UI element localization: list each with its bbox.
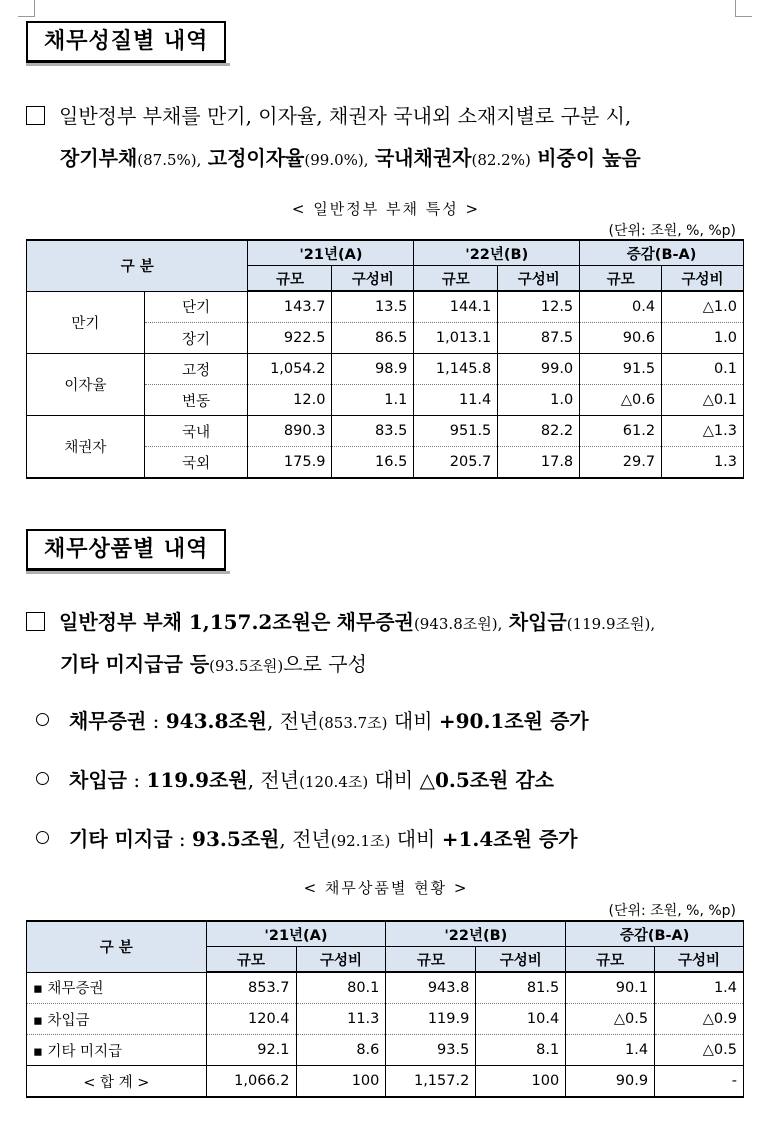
emph-other-payables: 기타 미지급금 등 <box>60 652 210 676</box>
col-2022: '22년(B) <box>414 240 580 266</box>
row-label: ▪ 기타 미지급 <box>27 1035 207 1066</box>
col-2021: '21년(A) <box>206 921 386 947</box>
cell: △0.5 <box>655 1035 744 1066</box>
total-debt-text: 일반정부 부채 1,157.2조원은 <box>59 610 331 634</box>
cell: 205.7 <box>414 447 498 479</box>
table2-caption: < 채무상품별 현황 > <box>303 879 469 897</box>
pct-fixed-rate: (99.0%), <box>304 151 369 169</box>
cell: 143.7 <box>248 291 332 323</box>
amt-loans: (119.9조원), <box>566 615 656 633</box>
crop-mark-left <box>18 0 35 17</box>
cell: 17.8 <box>498 447 580 479</box>
sub-label: 장기 <box>144 323 248 354</box>
cell: 0.4 <box>580 291 662 323</box>
table1-unit: (단위: 조원, %, %p) <box>608 223 736 239</box>
cell: 1,145.8 <box>414 354 498 385</box>
col-ratio: 구성비 <box>498 266 580 292</box>
bullet-debt-securities: 채무증권 : 943.8조원, 전년(853.7조) 대비 +90.1조원 증가 <box>36 705 589 734</box>
crop-mark-right <box>735 0 752 17</box>
cell: 61.2 <box>580 416 662 447</box>
cell: △0.1 <box>662 385 744 416</box>
sub-label: 단기 <box>144 291 248 323</box>
sub-label: 국외 <box>144 447 248 479</box>
group-label: 채권자 <box>27 416 145 479</box>
cell: 922.5 <box>248 323 332 354</box>
total-label: < 합 계 > <box>27 1066 207 1098</box>
table2-unit: (단위: 조원, %, %p) <box>608 903 736 919</box>
cell: 11.4 <box>414 385 498 416</box>
cell: 853.7 <box>206 972 296 1004</box>
col-ratio: 구성비 <box>332 266 414 292</box>
sub-label: 국내 <box>144 416 248 447</box>
cell: 951.5 <box>414 416 498 447</box>
col-change: 증감(B-A) <box>580 240 744 266</box>
col-2021: '21년(A) <box>248 240 414 266</box>
sub-label: 변동 <box>144 385 248 416</box>
cell: 29.7 <box>580 447 662 479</box>
col-scale: 규모 <box>248 266 332 292</box>
cell: 943.8 <box>386 972 476 1004</box>
cell: 100 <box>476 1066 566 1098</box>
col-ratio: 구성비 <box>476 947 566 973</box>
amt-debt-securities: (943.8조원), <box>413 615 503 633</box>
emph-long-term-debt: 장기부채 <box>60 146 138 170</box>
bullet-loans: 차입금 : 119.9조원, 전년(120.4조) 대비 △0.5조원 감소 <box>36 764 554 793</box>
cell: 175.9 <box>248 447 332 479</box>
emph-debt-securities: 채무증권 <box>336 610 414 634</box>
col-scale: 규모 <box>414 266 498 292</box>
cell: 90.1 <box>566 972 655 1004</box>
cell: 87.5 <box>498 323 580 354</box>
cell: 1.0 <box>498 385 580 416</box>
col-scale: 규모 <box>206 947 296 973</box>
cell: 100 <box>296 1066 386 1098</box>
emph-domestic-creditor: 국내채권자 <box>374 146 472 170</box>
section-title-debt-instrument: 채무상품별 내역 <box>26 529 226 571</box>
cell: 12.0 <box>248 385 332 416</box>
col-scale: 규모 <box>566 947 655 973</box>
cell: △0.6 <box>580 385 662 416</box>
col-scale: 규모 <box>386 947 476 973</box>
cell: 91.5 <box>580 354 662 385</box>
cell: 16.5 <box>332 447 414 479</box>
debt-characteristics-table <box>26 239 744 479</box>
cell: 1.0 <box>662 323 744 354</box>
row-label: ▪ 차입금 <box>27 1004 207 1035</box>
cell: 83.5 <box>332 416 414 447</box>
cell: 82.2 <box>498 416 580 447</box>
pct-long-term: (87.5%), <box>137 151 202 169</box>
cell: 144.1 <box>414 291 498 323</box>
cell: - <box>655 1066 744 1098</box>
cell: 90.6 <box>580 323 662 354</box>
cell: 1,157.2 <box>386 1066 476 1098</box>
cell: 13.5 <box>332 291 414 323</box>
col-category: 구 분 <box>27 921 207 972</box>
col-scale: 규모 <box>580 266 662 292</box>
cell: △1.0 <box>662 291 744 323</box>
group-label: 이자율 <box>27 354 145 416</box>
cell: 8.1 <box>476 1035 566 1066</box>
col-category: 구 분 <box>27 240 248 291</box>
cell: 11.3 <box>296 1004 386 1035</box>
amt-other-payables: (93.5조원) <box>209 657 284 675</box>
cell: 93.5 <box>386 1035 476 1066</box>
col-change: 증감(B-A) <box>566 921 744 947</box>
checkbox-bullet-icon <box>26 612 45 631</box>
pct-domestic: (82.2%) <box>471 151 531 169</box>
cell: 99.0 <box>498 354 580 385</box>
cell: 1.3 <box>662 447 744 479</box>
cell: 12.5 <box>498 291 580 323</box>
cell: 119.9 <box>386 1004 476 1035</box>
cell: 86.5 <box>332 323 414 354</box>
cell: 1,013.1 <box>414 323 498 354</box>
circle-bullet-icon <box>36 713 49 726</box>
cell: 10.4 <box>476 1004 566 1035</box>
circle-bullet-icon <box>36 831 49 844</box>
section-title-debt-nature: 채무성질별 내역 <box>26 21 226 63</box>
cell: 0.1 <box>662 354 744 385</box>
sub-label: 고정 <box>144 354 248 385</box>
cell: △1.3 <box>662 416 744 447</box>
cell: 1.4 <box>566 1035 655 1066</box>
table1-caption: < 일반정부 부채 특성 > <box>291 200 481 218</box>
cell: 120.4 <box>206 1004 296 1035</box>
para-line1: 일반정부 부채를 만기, 이자율, 채권자 국내외 소재지별로 구분 시, <box>59 104 632 128</box>
cell: 1,054.2 <box>248 354 332 385</box>
bullet-other-payables: 기타 미지급 : 93.5조원, 전년(92.1조) 대비 +1.4조원 증가 <box>36 823 578 852</box>
emph-high-share: 비중이 높음 <box>537 146 641 170</box>
cell: 92.1 <box>206 1035 296 1066</box>
cell: 8.6 <box>296 1035 386 1066</box>
cell: △0.9 <box>655 1004 744 1035</box>
cell: 890.3 <box>248 416 332 447</box>
cell: 1.4 <box>655 972 744 1004</box>
cell: 98.9 <box>332 354 414 385</box>
emph-fixed-rate: 고정이자율 <box>207 146 305 170</box>
checkbox-bullet-icon <box>26 106 45 125</box>
row-label: ▪ 채무증권 <box>27 972 207 1004</box>
para2-tail: 으로 구성 <box>283 652 367 676</box>
group-label: 만기 <box>27 291 145 354</box>
circle-bullet-icon <box>36 772 49 785</box>
col-ratio: 구성비 <box>662 266 744 292</box>
col-2022: '22년(B) <box>386 921 566 947</box>
cell: 90.9 <box>566 1066 655 1098</box>
cell: 1,066.2 <box>206 1066 296 1098</box>
cell: 1.1 <box>332 385 414 416</box>
emph-loans: 차입금 <box>508 610 567 634</box>
cell: 80.1 <box>296 972 386 1004</box>
cell: 81.5 <box>476 972 566 1004</box>
debt-instrument-table <box>26 920 744 1098</box>
cell: △0.5 <box>566 1004 655 1035</box>
col-ratio: 구성비 <box>296 947 386 973</box>
col-ratio: 구성비 <box>655 947 744 973</box>
